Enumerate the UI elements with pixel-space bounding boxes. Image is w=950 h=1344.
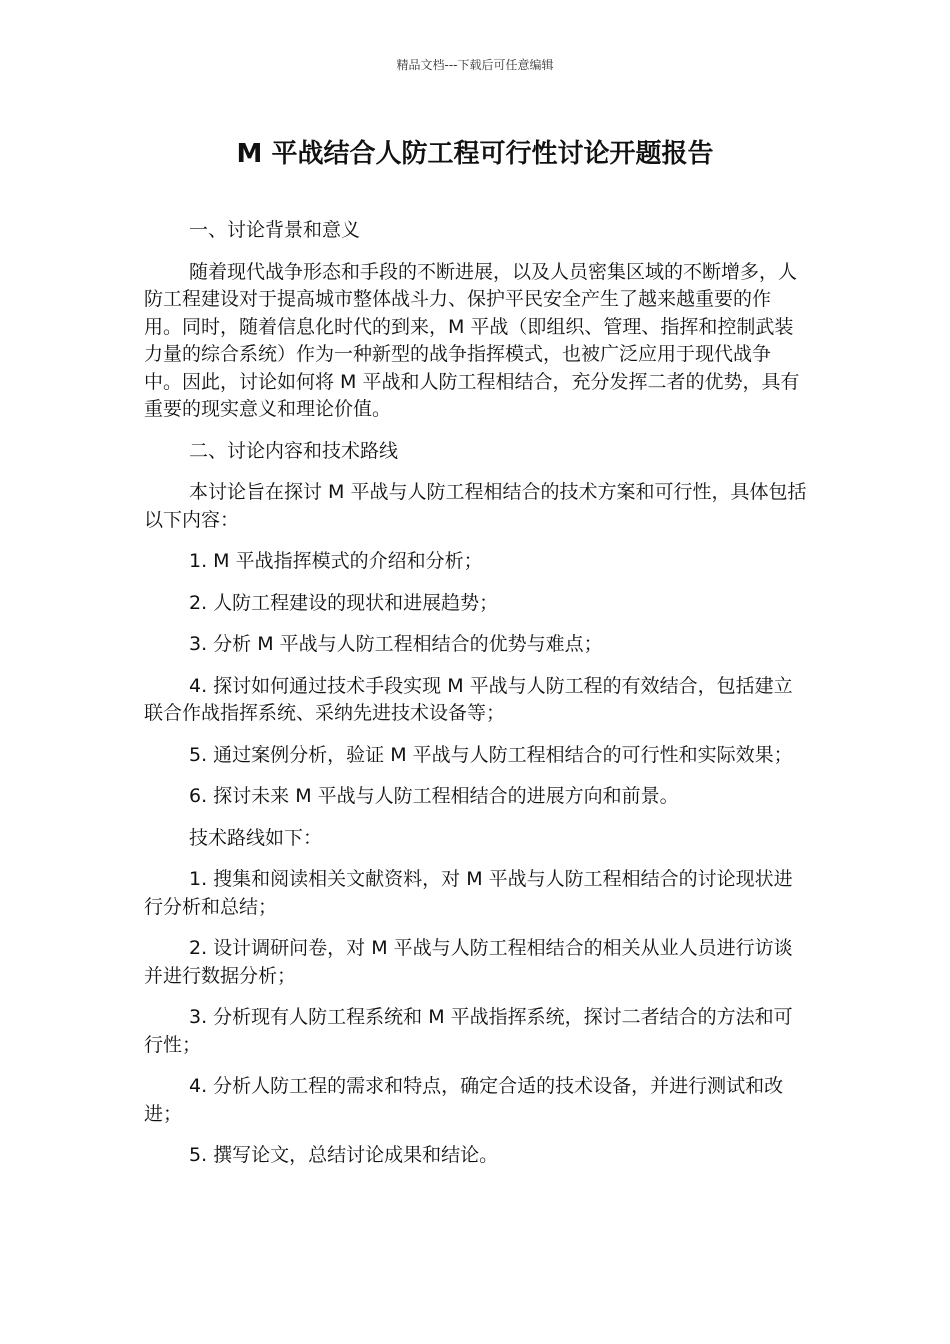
document-title: M 平战结合人防工程可行性讨论开题报告	[236, 139, 714, 169]
content-list-item: 1. M 平战指挥模式的介绍和分析；	[189, 550, 483, 572]
content-list-item: 3. 分析 M 平战与人防工程相结合的优势与难点；	[189, 633, 603, 655]
route-list-item: 5. 撰写论文，总结讨论成果和结论。	[189, 1144, 499, 1166]
route-list-item: 1. 搜集和阅读相关文献资料，对 M 平战与人防工程相结合的讨论现状进行分析和总结；	[144, 868, 793, 918]
route-list-item: 2. 设计调研问卷，对 M 平战与人防工程相结合的相关从业人员进行访谈并进行数据分析；	[144, 937, 793, 987]
document-body	[144, 217, 808, 1184]
section-1-paragraph: 随着现代战争形态和手段的不断进展，以及人员密集区域的不断增多，人防工程建设对于提高城市整体战斗力、保护平民安全产生了越来越重要的作用。同时，随着信息化时代的到来，M 平战（即组织、管理、指挥和控制武装力量的综合系统）作为一种新型的战争指挥模式，也被广泛应用于现代战争中。因此，讨论如何将 M 平战和人防工程相结合，充分发挥二者的优势，具有重要的现实意义和理论价值。	[144, 260, 800, 420]
section-2-heading: 二、讨论内容和技术路线	[189, 439, 399, 462]
section-1-heading: 一、讨论背景和意义	[189, 219, 361, 241]
route-list-item: 3. 分析现有人防工程系统和 M 平战指挥系统，探讨二者结合的方法和可行性；	[144, 1006, 793, 1056]
route-list-item: 4. 分析人防工程的需求和特点，确定合适的技术设备，并进行测试和改进；	[144, 1075, 784, 1125]
section-2-intro: 本讨论旨在探讨 M 平战与人防工程相结合的技术方案和可行性，具体包括以下内容：	[144, 481, 807, 531]
content-list-item: 4. 探讨如何通过技术手段实现 M 平战与人防工程的有效结合，包括建立联合作战指挥系统、采纳先进技术设备等；	[144, 674, 793, 724]
content-list-item: 2. 人防工程建设的现状和进展趋势；	[189, 591, 499, 614]
content-list-item: 5. 通过案例分析，验证 M 平战与人防工程相结合的可行性和实际效果；	[189, 743, 793, 766]
content-list-item: 6. 探讨未来 M 平战与人防工程相结合的进展方向和前景。	[189, 785, 679, 807]
header-note: 精品文档---下载后可任意编辑	[396, 58, 554, 72]
route-intro: 技术路线如下：	[189, 826, 323, 849]
